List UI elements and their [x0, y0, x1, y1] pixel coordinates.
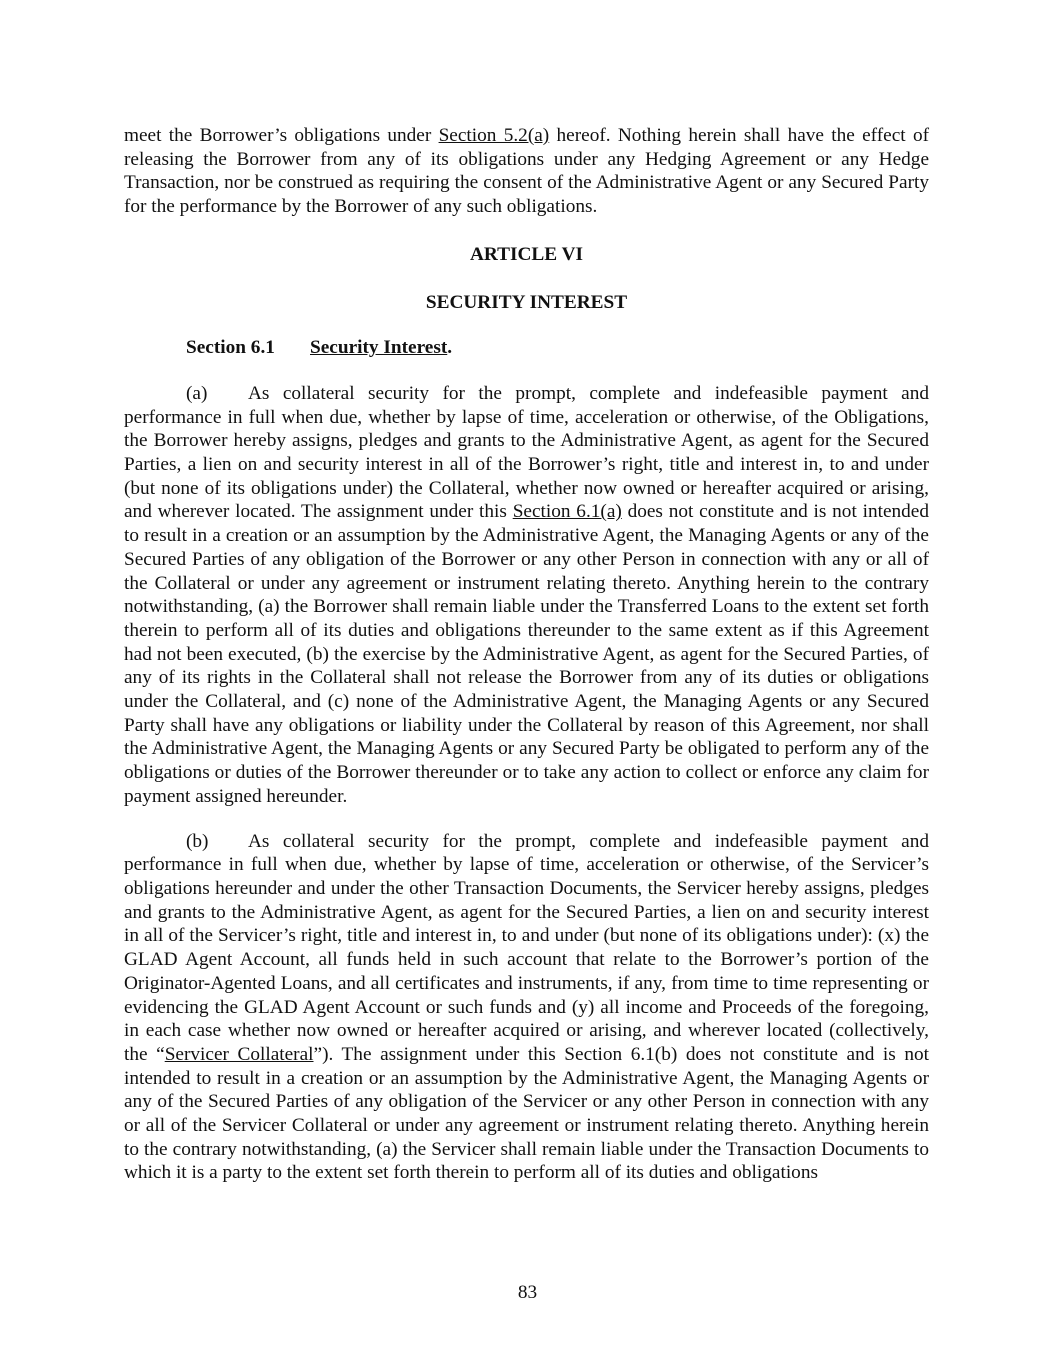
paragraph-a-text-1: As collateral security for the prompt, complete and indefeasible payment and performance in full when due, whether by lapse of time, acceleration or otherwise, of the Obligations, the Borrower hereby assigns, pledges and grants to the Administrative Agent, as agent for the Secured Parties, a lien on and security interest in all of the Borrower’s right, title and interest in, to and under (but none of its obligations under) the Collateral, whether now owned or hereafter acquired or arising, and wherever located. The assignment under this: [124, 382, 929, 523]
paragraph-a-label: (a): [186, 382, 208, 404]
document-page: [124, 124, 929, 1185]
intro-text-1: meet the Borrower’s obligations under: [124, 125, 439, 146]
paragraph-a: [124, 382, 929, 809]
section-number: Section 6.1: [186, 337, 275, 359]
section-5-2a-reference: Section 5.2(a): [438, 125, 550, 146]
intro-text-2: hereof. Nothing herein shall have the effect of releasing the Borrower from any of its obligations under any Hedging Agreement or any Hedge Transaction, nor be construed as requiring the consent of the Administrative Agent or any Secured Party for the performance by the Borrower of any such obligations.: [124, 125, 930, 218]
page-number: 83: [517, 1282, 538, 1303]
section-heading: [124, 336, 929, 360]
section-title-period: .: [447, 337, 453, 359]
paragraph-b: [124, 830, 929, 1186]
section-6-1a-reference: Section 6.1(a): [512, 501, 622, 523]
paragraph-a-text-2: does not constitute and is not intended to result in a creation or an assumption by the Administrative Agent, the Managing Agents or any of the Secured Parties of any obligation of the Borrower or any other Person in connection with any or all of the Collateral or under any agreement or instrument relating thereto. Anything herein to the contrary notwithstanding, (a) the Borrower shall remain liable under the Transferred Loans to the extent set forth therein to perform all of its duties and obligations thereunder to the same extent as if this Agreement had not been executed, (b) the exercise by the Administrative Agent, as agent for the Secured Parties, of any of its rights in the Collateral shall not release the Borrower from any of its duties or obligations under the Collateral, and (c) none of the Administrative Agent, the Managing Agents or any Secured Party shall have any obligations or liability under the Collateral by reason of this Agreement, nor shall the Administrative Agent, the Managing Agents or any Secured Party be obligated to perform any of the obligations or duties of the Borrower thereunder or to take any action to collect or enforce any claim for payment assigned hereunder.: [124, 501, 929, 807]
article-heading: ARTICLE VI: [469, 243, 584, 265]
paragraph-b-indent: [124, 830, 248, 854]
section-title: Security Interest: [310, 337, 448, 359]
article-title: SECURITY INTEREST: [425, 291, 628, 313]
paragraph-b-text-1: As collateral security for the prompt, complete and indefeasible payment and performance in full when due, whether by lapse of time, acceleration or otherwise, of the Servicer’s obligations hereunder and under the other Transaction Documents, the Servicer hereby assigns, pledges and grants to the Administrative Agent, as agent for the Secured Parties, a lien on and security interest in all of the Servicer’s right, title and interest in, to and under (but none of its obligations under): (x) the GLAD Agent Account, all funds held in such account that relate to the Borrower’s portion of the Originator-Agented Loans, and all certificates and instruments, if any, from time to time representing or evidencing the GLAD Agent Account or such funds and (y) all income and Proceeds of the foregoing, in each case whether now owned or hereafter acquired or arising, and wherever located (collectively, the “: [124, 830, 929, 1065]
paragraph-b-text-2: ”). The assignment under this Section 6.1(b) does not constitute and is not intended to result in a creation or an assumption by the Administrative Agent, the Managing Agents or any of the Secured Parties of any obligation of the Servicer or any other Person in connection with any or all of the Servicer Collateral or under any agreement or instrument relating thereto. Anything herein to the contrary notwithstanding, (a) the Servicer shall remain liable under the Transaction Documents to which it is a party to the extent set forth therein to perform all of its duties and obligations: [124, 1043, 929, 1184]
intro-paragraph: [124, 124, 929, 219]
servicer-collateral-term: Servicer Collateral: [164, 1043, 314, 1065]
paragraph-b-label: (b): [186, 830, 209, 852]
paragraph-a-indent: [124, 382, 248, 406]
